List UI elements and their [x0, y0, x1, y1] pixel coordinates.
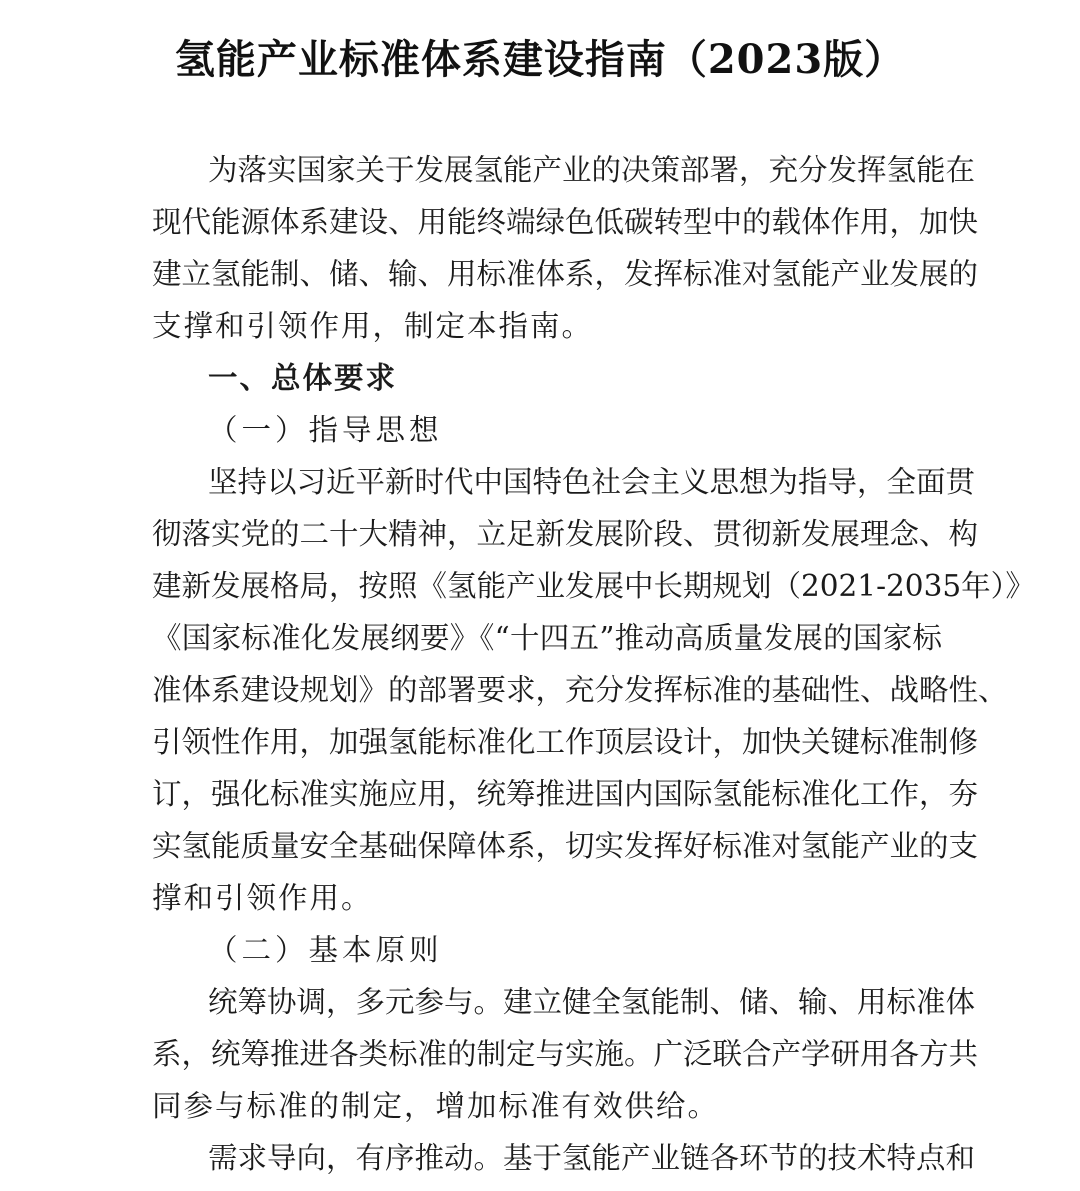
paragraph-line: 建立氢能制、储、输、用标准体系，发挥标准对氢能产业发展的 [152, 257, 979, 291]
paragraph-line: 支撑和引领作用，制定本指南。 [152, 309, 594, 343]
paragraph-line: 《国家标准化发展纲要》《“十四五”推动高质量发展的国家标 [152, 621, 942, 655]
paragraph-line: 准体系建设规划》的部署要求，充分发挥标准的基础性、战略性、 [152, 673, 1008, 707]
paragraph-line: 需求导向，有序推动。基于氢能产业链各环节的技术特点和 [208, 1141, 976, 1175]
paragraph-line: 统筹协调，多元参与。建立健全氢能制、储、输、用标准体 [208, 985, 976, 1019]
section-heading: 一、总体要求 [208, 360, 398, 395]
paragraph-line: 为落实国家关于发展氢能产业的决策部署，充分发挥氢能在 [208, 153, 976, 187]
paragraph-line: 订，强化标准实施应用，统筹推进国内国际氢能标准化工作，夯 [152, 777, 979, 811]
paragraph-line: 现代能源体系建设、用能终端绿色低碳转型中的载体作用，加快 [152, 205, 979, 239]
paragraph-line: 系，统筹推进各类标准的制定与实施。广泛联合产学研用各方共 [152, 1037, 979, 1071]
subsection-heading: （一）指导思想 [208, 413, 443, 447]
paragraph-line: 引领性作用，加强氢能标准化工作顶层设计，加快关键标准制修 [152, 725, 979, 759]
subsection-heading: （二）基本原则 [208, 933, 443, 967]
document-title: 氢能产业标准体系建设指南（2023版） [174, 36, 906, 83]
paragraph-line: 同参与标准的制定，增加标准有效供给。 [152, 1089, 720, 1123]
paragraph-line: 彻落实党的二十大精神，立足新发展阶段、贯彻新发展理念、构 [152, 517, 979, 551]
paragraph-line: 坚持以习近平新时代中国特色社会主义思想为指导，全面贯 [208, 465, 976, 499]
paragraph-line: 撑和引领作用。 [152, 881, 373, 915]
paragraph-line: 建新发展格局，按照《氢能产业发展中长期规划（2021-2035年）》 [152, 569, 1035, 603]
paragraph-line: 实氢能质量安全基础保障体系，切实发挥好标准对氢能产业的支 [152, 829, 979, 863]
